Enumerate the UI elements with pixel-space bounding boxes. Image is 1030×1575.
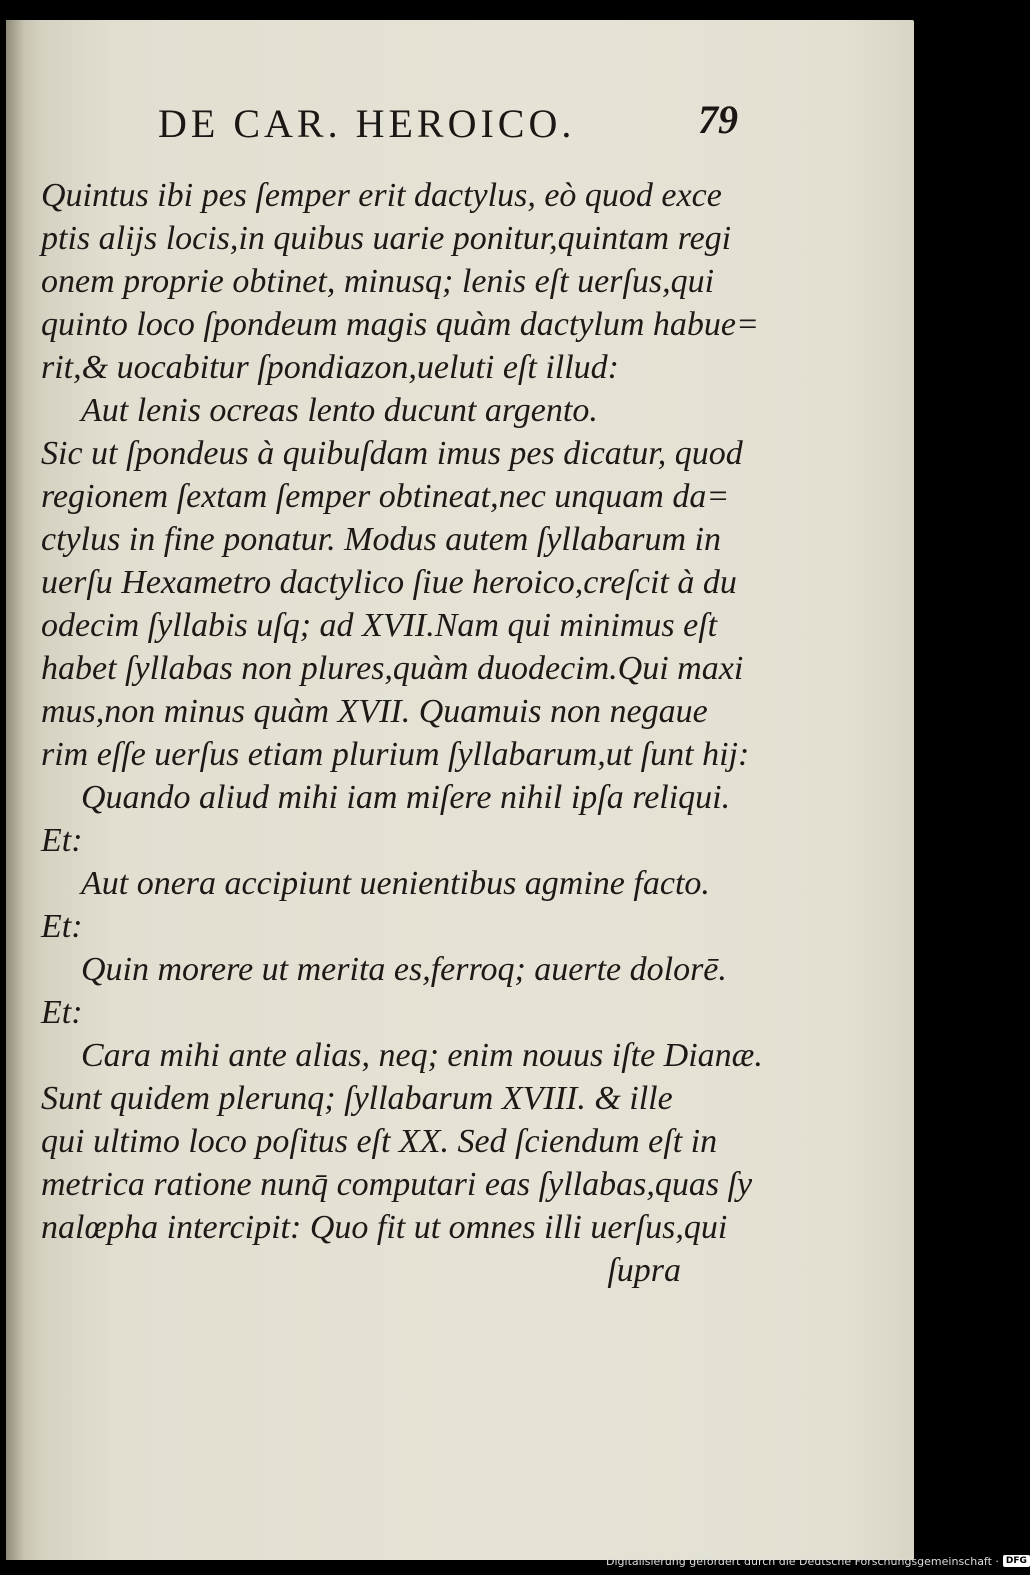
book-page — [6, 20, 914, 1560]
page-gutter — [6, 20, 24, 1560]
digitization-credit — [606, 1552, 1030, 1570]
text-line: mus,non minus quàm XVII. Quamuis non negaue — [41, 693, 708, 730]
text-line: rim eſſe uerſus etiam plurium ſyllabarum,ut ſunt hij: — [41, 736, 750, 773]
text-line: nalœpha intercipit: Quo fit ut omnes illi uerſus,qui — [41, 1209, 728, 1246]
verse-quote: Cara mihi ante alias, neq; enim nouus iſte Dianæ. — [81, 1037, 763, 1074]
text-line: quinto loco ſpondeum magis quàm dactylum habue= — [41, 306, 759, 343]
verse-quote: Quando aliud mihi iam miſere nihil ipſa reliqui. — [81, 779, 731, 816]
text-line: regionem ſextam ſemper obtineat,nec unquam da= — [41, 478, 730, 515]
verse-quote: Aut onera accipiunt uenientibus agmine facto. — [81, 865, 710, 902]
text-line: Et: — [41, 994, 83, 1031]
verse-quote: Aut lenis ocreas lento ducunt argento. — [81, 392, 598, 429]
text-line: metrica ratione nunq̄ computari eas ſyllabas,quas ſy — [41, 1166, 753, 1203]
catchword: ſupra — [607, 1252, 681, 1289]
text-line: Et: — [41, 908, 83, 945]
verse-quote: Quin morere ut merita es,ferroq; auerte dolorē. — [81, 951, 727, 988]
text-line: uerſu Hexametro dactylico ſiue heroico,creſcit à du — [41, 564, 737, 601]
page-number: 79 — [698, 97, 738, 142]
text-line: Sic ut ſpondeus à quibuſdam imus pes dicatur, quod — [41, 435, 743, 472]
text-line: onem proprie obtinet, minusq; lenis eſt uerſus,qui — [41, 263, 715, 300]
body-text — [41, 174, 763, 1292]
text-line: ptis alijs locis,in quibus uarie ponitur,quintam regi — [41, 220, 732, 257]
text-line: Sunt quidem plerunq; ſyllabarum XVIII. & ille — [41, 1080, 673, 1117]
credit-text: Digitalisierung gefördert durch die Deutsche Forschungsgemeinschaft · — [606, 1554, 999, 1568]
text-line: rit,& uocabitur ſpondiazon,ueluti eſt illud: — [41, 349, 619, 386]
text-line: Quintus ibi pes ſemper erit dactylus, eò quod exce — [41, 177, 722, 214]
text-line: Et: — [41, 822, 83, 859]
text-line: habet ſyllabas non plures,quàm duodecim.Qui maxi — [41, 650, 744, 687]
dfg-logo-icon: DFG — [1003, 1555, 1030, 1567]
running-head: DE CAR. HEROICO. — [158, 101, 576, 146]
text-line: qui ultimo loco poſitus eſt XX. Sed ſciendum eſt in — [41, 1123, 718, 1160]
text-line: ctylus in fine ponatur. Modus autem ſyllabarum in — [41, 521, 721, 558]
text-line: odecim ſyllabis uſq; ad XVII.Nam qui minimus eſt — [41, 607, 718, 644]
page-header — [158, 97, 738, 160]
